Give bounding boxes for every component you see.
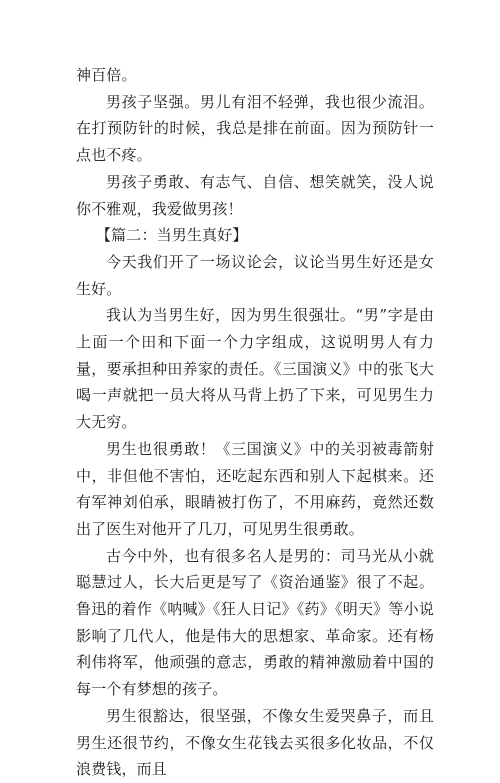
paragraph-famous-men: 古今中外，也有很多名人是男的：司马光从小就聪慧过人，长大后更是写了《资治通鉴》很了不起。鲁迅的着作《呐喊》《狂人日记》《药》《明天》等小说影响了几代人，他是伟大的思想家、革命家。还有杨利伟将军，他顽强的意志，勇敢的精神激励着中国的每一个有梦想的孩子。 <box>76 546 434 699</box>
paragraph-debate-intro: 今天我们开了一场议论会，议论当男生好还是女生好。 <box>76 252 434 298</box>
section-heading: 【篇二：当男生真好】 <box>96 226 248 245</box>
paragraph-boys-courage: 男生也很勇敢！《三国演义》中的关羽被毒箭射中，非但他不害怕，还吃起东西和别人下起棋来。还有军神刘伯承，眼睛被打伤了，不用麻药，竟然还数出了医生对他开了几刀，可见男生很勇敢。 <box>76 439 434 538</box>
paragraph-boys-generous: 男生很豁达，很坚强，不像女生爱哭鼻子，而且男生还很节约，不像女生花钱去买很多化妆品，不仅浪费钱，而且 <box>76 706 434 779</box>
paragraph-boys-strong: 男孩子坚强。男儿有泪不轻弹，我也很少流泪。在打预防针的时候，我总是排在前面。因为预防针一点也不疼。 <box>76 92 434 165</box>
document-body <box>76 62 434 783</box>
paragraph-continuation: 神百倍。 <box>76 66 137 84</box>
paragraph-boys-strength: 我认为当男生好，因为男生很强壮。“男”字是由上面一个田和下面一个力字组成，这说明男人有力量，要承担种田养家的责任。《三国演义》中的张飞大喝一声就把一员大将从马背上扔了下来，可见男生力大无穷。 <box>76 306 434 432</box>
paragraph-boys-brave: 男孩子勇敢、有志气、自信、想笑就笑，没人说你不雅观，我爱做男孩！ <box>76 172 434 218</box>
